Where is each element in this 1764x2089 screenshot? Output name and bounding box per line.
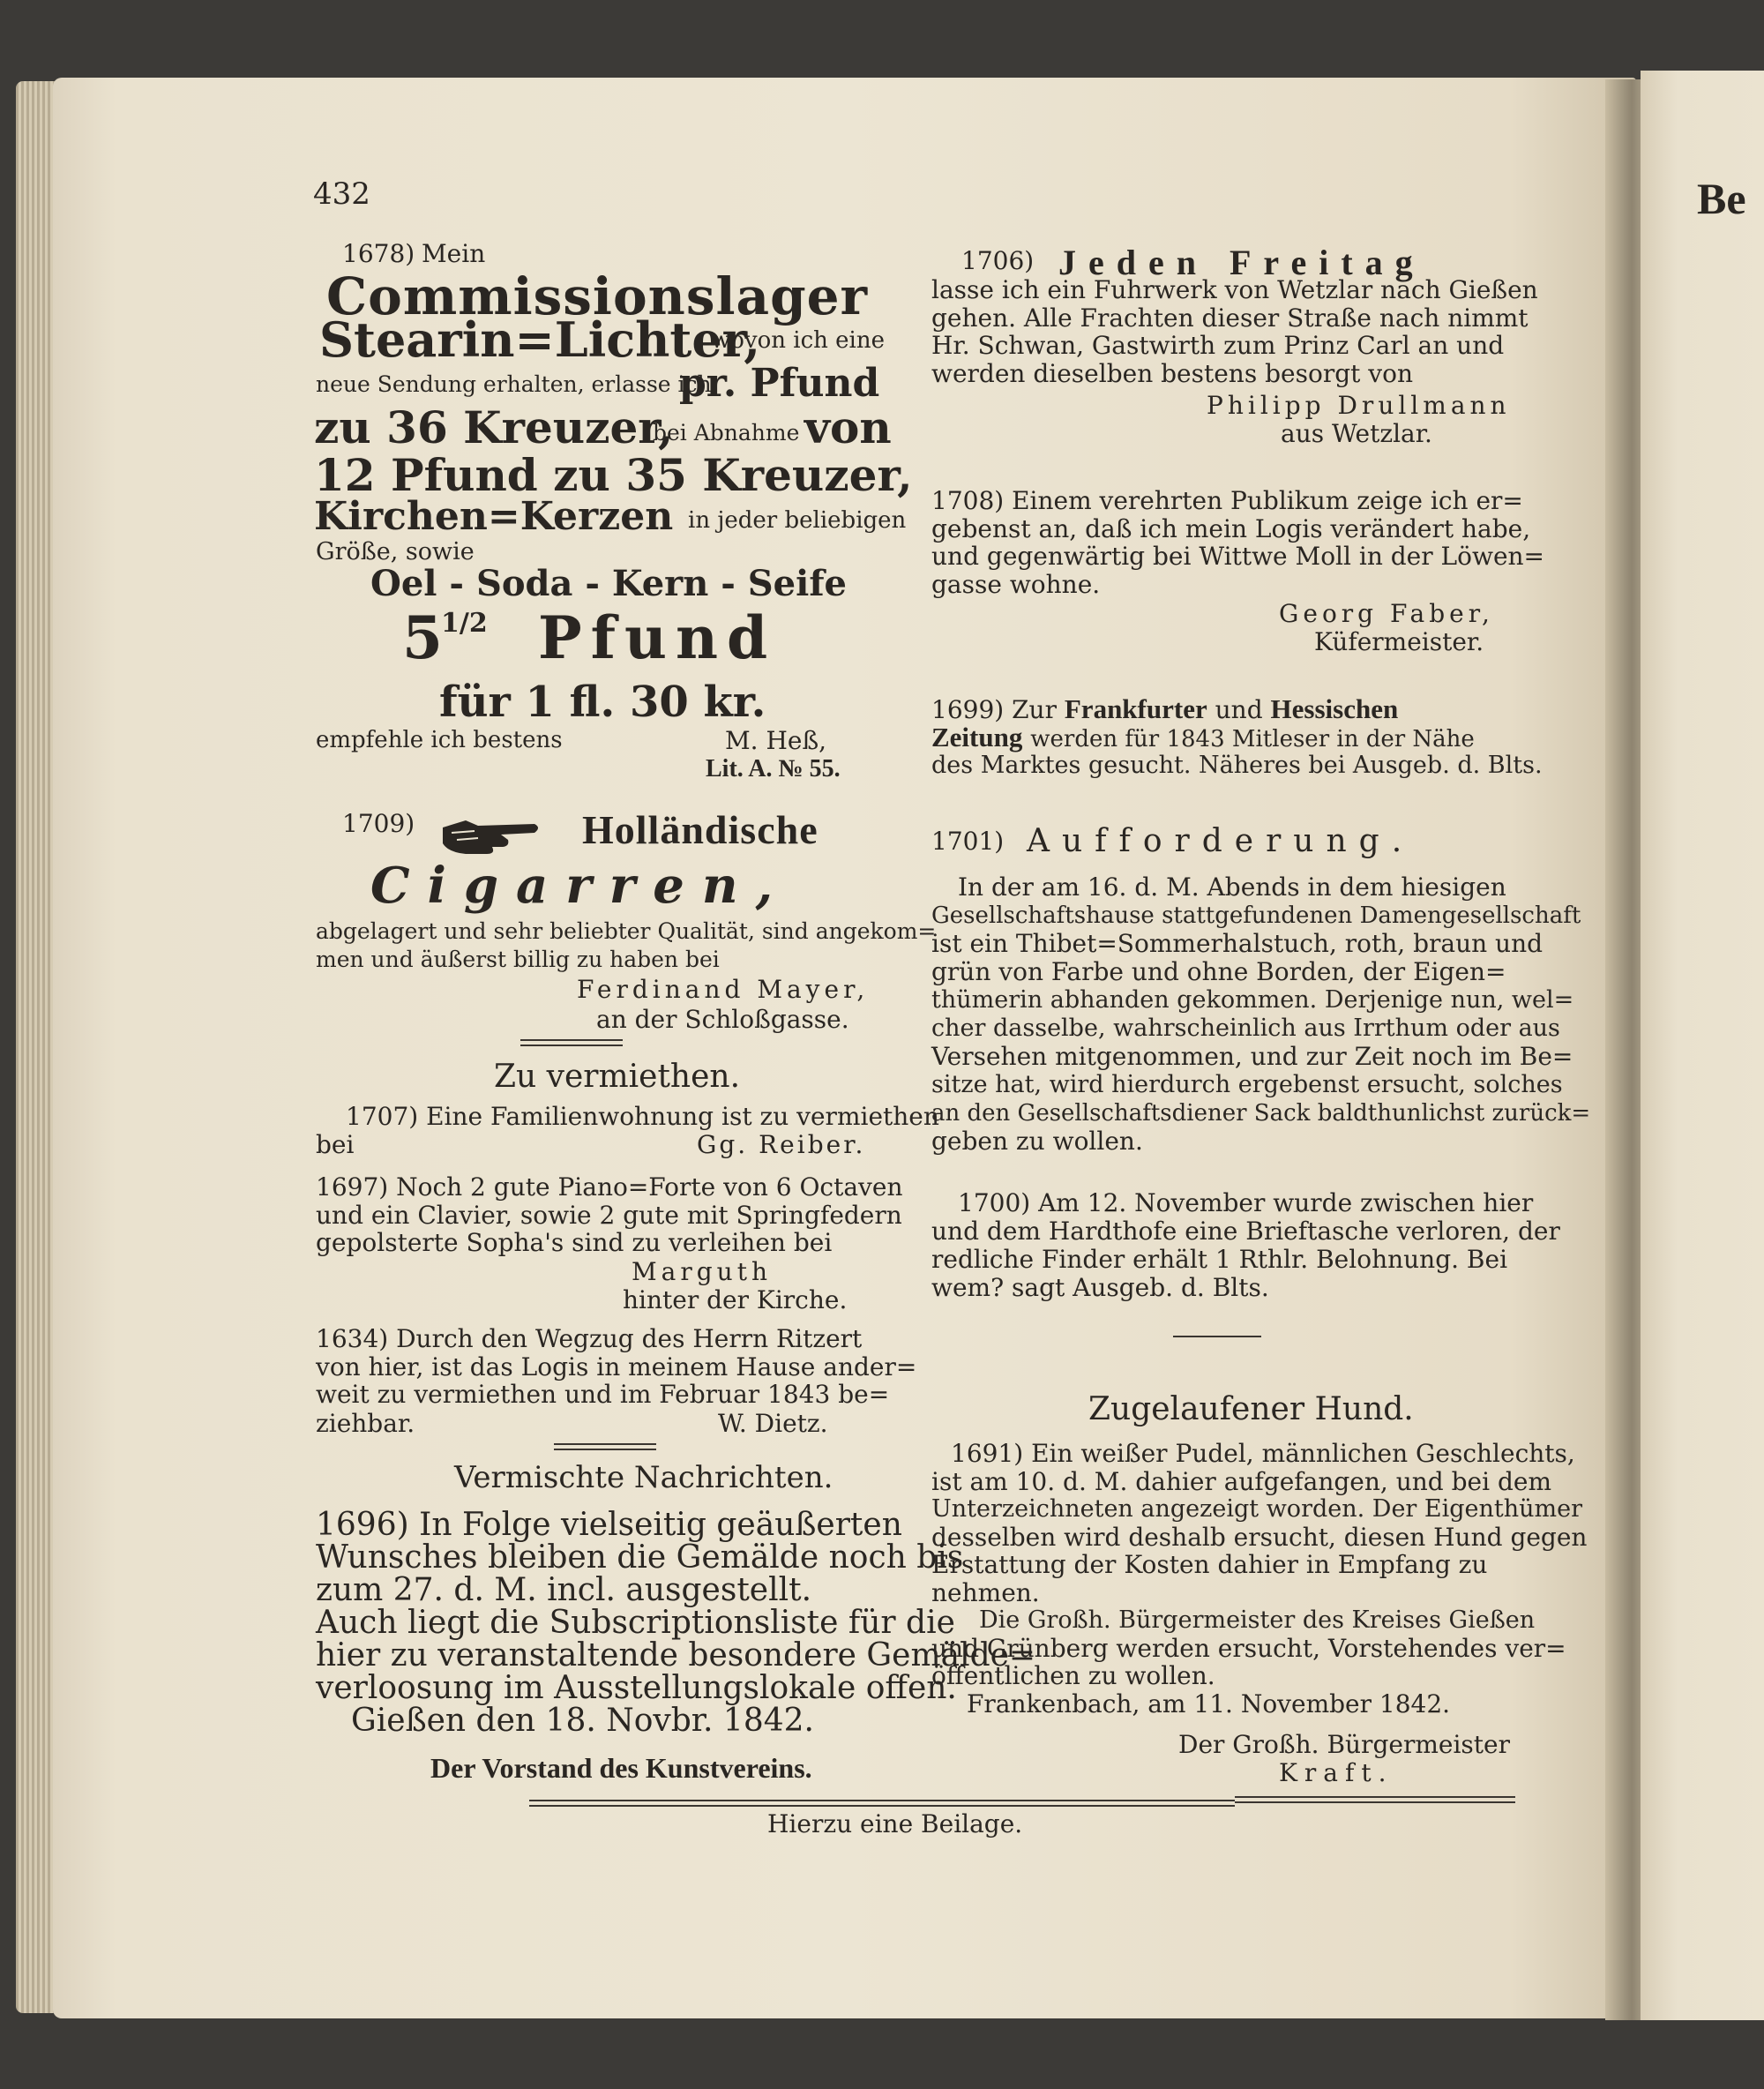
- ad-1697-address: hinter der Kirche.: [623, 1285, 848, 1314]
- ad-1678-groesse: Größe, sowie: [316, 538, 475, 565]
- text-line: gebenst an, daß ich mein Logis verändert habe,: [931, 513, 1531, 543]
- ad-1699-zeitung: Zeitung: [931, 722, 1023, 752]
- ad-1678-bei-abnahme: bei Abnahme: [653, 420, 800, 446]
- ad-1706-signer: Philipp Drullmann: [1207, 391, 1511, 420]
- text-line: zum 27. d. M. incl. ausgestellt.: [316, 1572, 812, 1608]
- ad-1678-title: Commissionslager: [326, 266, 869, 326]
- text-line: und ein Clavier, sowie 2 gute mit Springfedern: [316, 1200, 902, 1230]
- ad-1708-text: [931, 486, 1545, 599]
- ad-1697-signer: Marguth: [632, 1257, 772, 1286]
- text-line: thümerin abhanden gekommen. Derjenige nun, wel=: [931, 986, 1574, 1014]
- text-line: geben zu wollen.: [931, 1127, 1143, 1156]
- section-hund: Zugelaufener Hund.: [1088, 1391, 1414, 1427]
- ad-1706-address: aus Wetzlar.: [1281, 419, 1432, 448]
- page-number: 432: [313, 176, 370, 212]
- ad-1634-last: ziehbar.: [316, 1409, 415, 1438]
- ad-1678-pr-pfund: pr. Pfund: [679, 361, 880, 406]
- ad-1678-address: Lit. A. № 55.: [706, 755, 841, 782]
- ad-1701-number: 1701): [931, 827, 1005, 856]
- text-line: lasse ich ein Fuhrwerk von Wetzlar nach Gießen: [931, 275, 1538, 304]
- text-line: Hr. Schwan, Gastwirth zum Prinz Carl an und: [931, 331, 1505, 360]
- text-line: gasse wohne.: [931, 569, 1101, 599]
- text-line: desselben wird deshalb ersucht, diesen Hund gegen: [931, 1522, 1588, 1552]
- ad-1709-number: 1709): [342, 809, 415, 838]
- text-line: werden dieselben bestens besorgt von: [931, 358, 1413, 388]
- text-line: Die Großh. Bürgermeister des Kreises Gießen: [979, 1606, 1536, 1634]
- ad-1706-title: Jeden Freitag: [1058, 243, 1425, 282]
- ad-1707-bei: bei: [316, 1130, 355, 1159]
- text-line: 1696) In Folge vielseitig geäußerten: [316, 1507, 902, 1543]
- text-line: wem? sagt Ausgeb. d. Blts.: [931, 1273, 1269, 1302]
- section-vermischte: Vermischte Nachrichten.: [454, 1460, 833, 1495]
- text-line: Erstattung der Kosten dahier in Empfang zu: [931, 1550, 1488, 1579]
- pointing-hand-icon: [439, 810, 542, 859]
- ad-1634-signer: W. Dietz.: [718, 1409, 828, 1438]
- text-line: Gesellschaftshause stattgefundenen Damengesellschaft: [931, 902, 1581, 929]
- text-line: grün von Farbe und ohne Borden, der Eigen=: [931, 957, 1506, 986]
- ad-1678-fuer: für 1 fl. 30 kr.: [439, 678, 766, 727]
- text-line: men und äußerst billig zu haben bei: [316, 946, 720, 972]
- ad-1678-zu36: zu 36 Kreuzer,: [314, 401, 674, 453]
- ad-1700-text: [931, 1188, 1560, 1302]
- text-line: und Grünberg werden ersucht, Vorstehendes ver=: [931, 1633, 1566, 1663]
- text-line: öffentlichen zu wollen.: [931, 1661, 1215, 1690]
- text-line: weit zu vermiethen und im Februar 1843 be=: [316, 1380, 890, 1409]
- divider: [520, 1039, 623, 1046]
- ad-1709-signer: Ferdinand Mayer,: [577, 975, 870, 1004]
- text-line: nehmen.: [931, 1577, 1040, 1607]
- ad-1706-text: [931, 275, 1538, 388]
- footer-rule-right: [1235, 1796, 1515, 1803]
- ad-1678-stearin: Stearin=Lichter,: [319, 311, 761, 368]
- right-page-head: Be: [1697, 174, 1746, 223]
- text-line: 1634) Durch den Wegzug des Herrn Ritzert: [316, 1324, 863, 1353]
- ad-1701-title: Aufforderung.: [1027, 823, 1415, 859]
- text-line: 1700) Am 12. November wurde zwischen hier: [958, 1188, 1534, 1217]
- ad-1699-line1: [931, 693, 1522, 725]
- text-line: gepolsterte Sopha's sind zu verleihen bei: [316, 1228, 833, 1257]
- text-line: an den Gesellschaftsdiener Sack baldthunlichst zurück=: [931, 1100, 1591, 1127]
- ad-1691-text: [931, 1439, 1588, 1718]
- text-line: 1697) Noch 2 gute Piano=Forte von 6 Octaven: [316, 1172, 903, 1202]
- text-line: 1708) Einem verehrten Publikum zeige ich er=: [931, 486, 1523, 515]
- text-line: abgelagert und sehr beliebter Qualität, sind angekom=: [316, 918, 937, 944]
- ad-1697-text: [316, 1172, 903, 1257]
- text-line: hier zu veranstaltende besondere Gemälde=: [316, 1637, 1036, 1673]
- text-line: und: [1215, 695, 1263, 724]
- ad-1678-pfund-big: Pfund: [538, 603, 777, 672]
- ad-1678-number: 1678): [342, 239, 415, 268]
- text-line: Wunsches bleiben die Gemälde noch bis: [316, 1539, 964, 1576]
- ad-1678-half: 1/2: [441, 608, 488, 639]
- ad-1678-kirchen: Kirchen=Kerzen: [314, 494, 674, 539]
- section-vermiethen: Zu vermiethen.: [494, 1059, 741, 1095]
- text-line: Frankenbach, am 11. November 1842.: [967, 1688, 1451, 1718]
- divider: [554, 1443, 656, 1450]
- ad-1678-signer: M. Heß,: [725, 726, 827, 755]
- text-line: Unterzeichneten angezeigt worden. Der Eigenthümer: [931, 1495, 1583, 1523]
- text-line: von hier, ist das Logis in meinem Hause ander=: [316, 1351, 917, 1381]
- ad-1709-address: an der Schloßgasse.: [596, 1005, 849, 1034]
- ad-1678-von: von: [804, 401, 892, 453]
- ad-1709-cigarren: Cigarren,: [370, 857, 791, 915]
- footer-rule-left: [529, 1800, 1235, 1807]
- ad-1634-text: [316, 1324, 917, 1409]
- ad-1678-seife: Oel - Soda - Kern - Seife: [370, 563, 847, 604]
- text-line: In der am 16. d. M. Abends in dem hiesigen: [958, 872, 1506, 902]
- ad-1708-role: Küfermeister.: [1314, 627, 1484, 656]
- text-line: und dem Hardthofe eine Brieftasche verloren, der: [931, 1217, 1560, 1246]
- text-line: Versehen mitgenommen, und zur Zeit noch im Be=: [931, 1042, 1573, 1071]
- ad-1678-mein: Mein: [422, 239, 486, 268]
- text-line: und gegenwärtig bei Wittwe Moll in der Löwen=: [931, 542, 1545, 571]
- footer-beilage: Hierzu eine Beilage.: [767, 1809, 1023, 1838]
- text-line: ist ein Thibet=Sommerhalstuch, roth, braun und: [931, 929, 1544, 958]
- ad-1707-line1: 1707) Eine Familienwohnung ist zu vermiethen: [346, 1102, 939, 1131]
- ad-1709-title: Holländische: [582, 807, 818, 852]
- text-line: Auch liegt die Subscriptionsliste für die: [316, 1605, 955, 1641]
- ad-1701-text: [931, 872, 1591, 1156]
- divider: [1173, 1336, 1261, 1337]
- ad-1699-line2: [931, 722, 1522, 753]
- text-line: ist am 10. d. M. dahier aufgefangen, und bei dem: [931, 1466, 1551, 1496]
- ad-1678-in-jeder: in jeder beliebigen: [688, 507, 907, 534]
- ad-1678-wovon: wovon ich eine: [711, 327, 885, 354]
- ad-1678-five: 5: [402, 603, 443, 672]
- text-line: redliche Finder erhält 1 Rthlr. Belohnung. Bei: [931, 1245, 1508, 1274]
- ad-1678-zwoelf: 12 Pfund zu 35 Kreuzer,: [314, 449, 913, 501]
- text-line: 1691) Ein weißer Pudel, männlichen Geschlechts,: [951, 1439, 1575, 1468]
- text-line: 1699) Zur: [931, 695, 1057, 724]
- ad-1678-sendung: neue Sendung erhalten, erlasse ich: [316, 371, 712, 397]
- ad-1708-signer: Georg Faber,: [1279, 599, 1494, 628]
- text-line: Gießen den 18. Novbr. 1842.: [351, 1703, 814, 1739]
- text-line: werden für 1843 Mitleser in der Nähe: [1030, 726, 1475, 752]
- text-line: cher dasselbe, wahrscheinlich aus Irrthum oder aus: [931, 1015, 1560, 1042]
- ad-1707-signer: Gg. Reiber.: [697, 1130, 866, 1159]
- text-line: gehen. Alle Frachten dieser Straße nach nimmt: [931, 303, 1529, 333]
- ad-1691-signer: Der Großh. Bürgermeister: [1178, 1730, 1510, 1759]
- right-page: [1641, 71, 1764, 2020]
- ad-1696-signer: Der Vorstand des Kunstvereins.: [430, 1752, 812, 1784]
- text-line: verloosung im Ausstellungslokale offen.: [316, 1670, 957, 1706]
- ad-1678-empfehle: empfehle ich bestens: [316, 727, 563, 753]
- ad-1699-hessischen: Hessischen: [1270, 693, 1399, 724]
- ad-1699-line3: des Marktes gesucht. Näheres bei Ausgeb. d. Blts.: [931, 752, 1543, 779]
- ad-1709-text: [316, 917, 937, 973]
- ad-1699-frankfurter: Frankfurter: [1064, 693, 1207, 724]
- ad-1706-number: 1706): [961, 246, 1035, 275]
- text-line: sitze hat, wird hierdurch ergebenst ersucht, solches: [931, 1071, 1563, 1098]
- ad-1691-name: Kraft.: [1279, 1758, 1394, 1787]
